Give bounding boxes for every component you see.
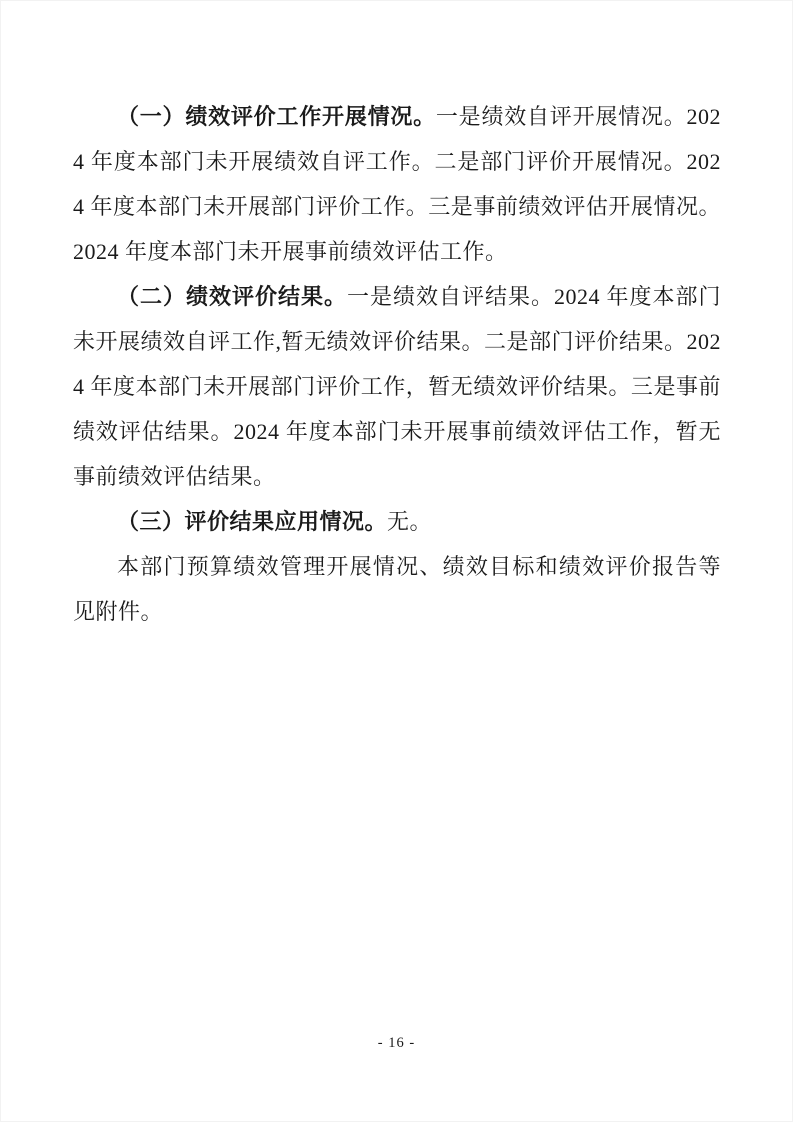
section-3-heading: （三）评价结果应用情况。	[117, 509, 388, 534]
section-2-body: 一是绩效自评结果。2024 年度本部门未开展绩效自评工作,暂无绩效评价结果。二是部门评价结果。2024 年度本部门未开展部门评价工作，暂无绩效评价结果。三是事前绩效评估结果。2024 年度本部门未开展事前绩效评估工作，暂无事前绩效评估结果。	[73, 284, 722, 489]
paragraph-section-2	[73, 274, 721, 499]
section-1-heading: （一）绩效评价工作开展情况。	[117, 104, 436, 129]
paragraph-closing-note	[73, 544, 721, 634]
paragraph-section-3	[73, 499, 721, 544]
page-footer	[1, 1035, 792, 1052]
section-2-heading: （二）绩效评价结果。	[117, 284, 347, 309]
paragraph-section-1	[73, 94, 721, 274]
section-1-body: 一是绩效自评开展情况。2024 年度本部门未开展绩效自评工作。二是部门评价开展情况。2024 年度本部门未开展部门评价工作。三是事前绩效评估开展情况。2024 年度本部门未开展事前绩效评估工作。	[73, 104, 721, 264]
document-content	[73, 94, 721, 634]
closing-note-body: 本部门预算绩效管理开展情况、绩效目标和绩效评价报告等见附件。	[73, 554, 721, 624]
section-3-body: 无。	[387, 509, 433, 534]
page-number: - 16 -	[377, 1035, 416, 1051]
